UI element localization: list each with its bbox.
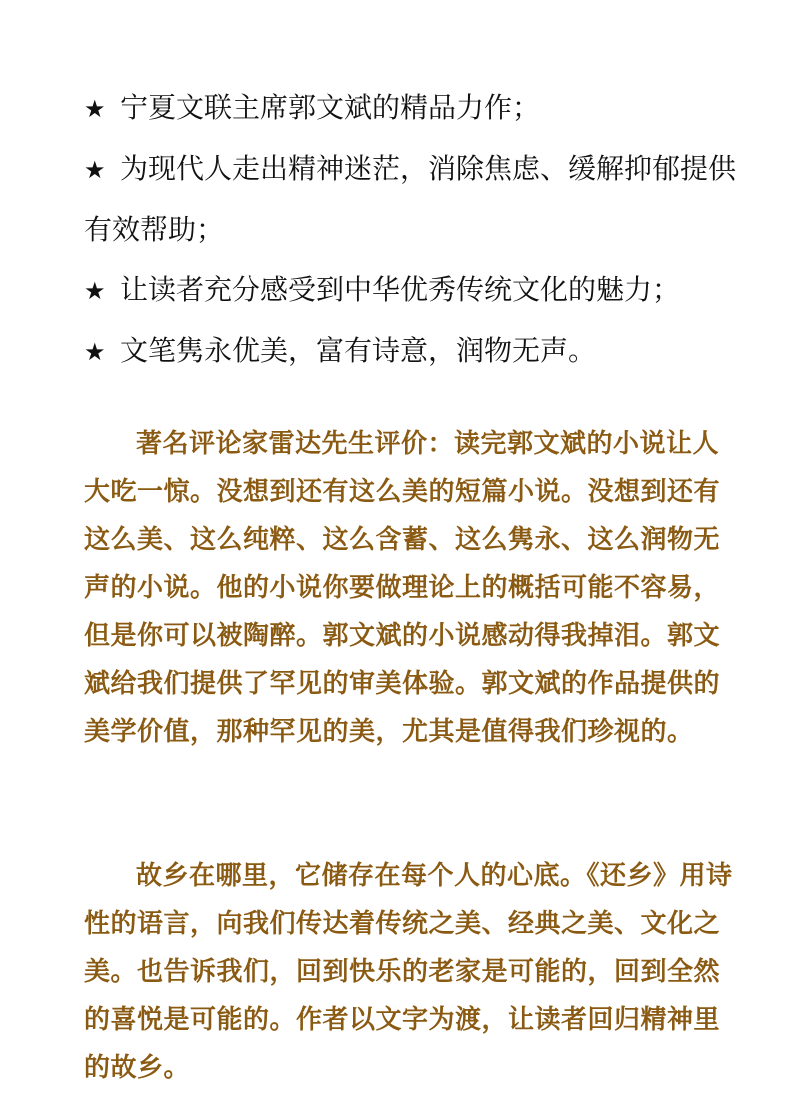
star-icon: ★ [84,338,106,366]
bullet-item [84,78,744,139]
bullet-item [84,260,744,321]
review-paragraph-hometown: 故乡在哪里，它储存在每个人的心底。《还乡》用诗性的语言，向我们传达着传统之美、经典之美、文化之美。也告诉我们，回到快乐的老家是可能的，回到全然的喜悦是可能的。作者以文字为渡，让读者回归精神里的故乡。 [84,861,733,1083]
star-icon: ★ [84,95,106,123]
star-icon: ★ [84,277,106,305]
bullet-item [84,321,744,382]
bullet-text: 让读者充分感受到中华优秀传统文化的魅力； [120,273,681,306]
bullet-item [84,139,744,260]
bullet-text: 为现代人走出精神迷茫，消除焦虑、缓解抑郁提供有效帮助； [84,152,737,246]
star-icon: ★ [84,156,106,184]
review-paragraph-critic: 著名评论家雷达先生评价：读完郭文斌的小说让人大吃一惊。没想到还有这么美的短篇小说。没想到还有这么美、这么纯粹、这么含蓄、这么隽永、这么润物无声的小说。他的小说你要做理论上的概括可能不容易，但是你可以被陶醉。郭文斌的小说感动得我掉泪。郭文斌给我们提供了罕见的审美体验。郭文斌的作品提供的美学价值，那种罕见的美，尤其是值得我们珍视的。 [84,429,721,747]
bullet-text: 文笔隽永优美，富有诗意，润物无声。 [120,334,597,367]
feature-bullet-list [84,78,744,382]
bullet-text: 宁夏文联主席郭文斌的精品力作； [120,91,541,124]
